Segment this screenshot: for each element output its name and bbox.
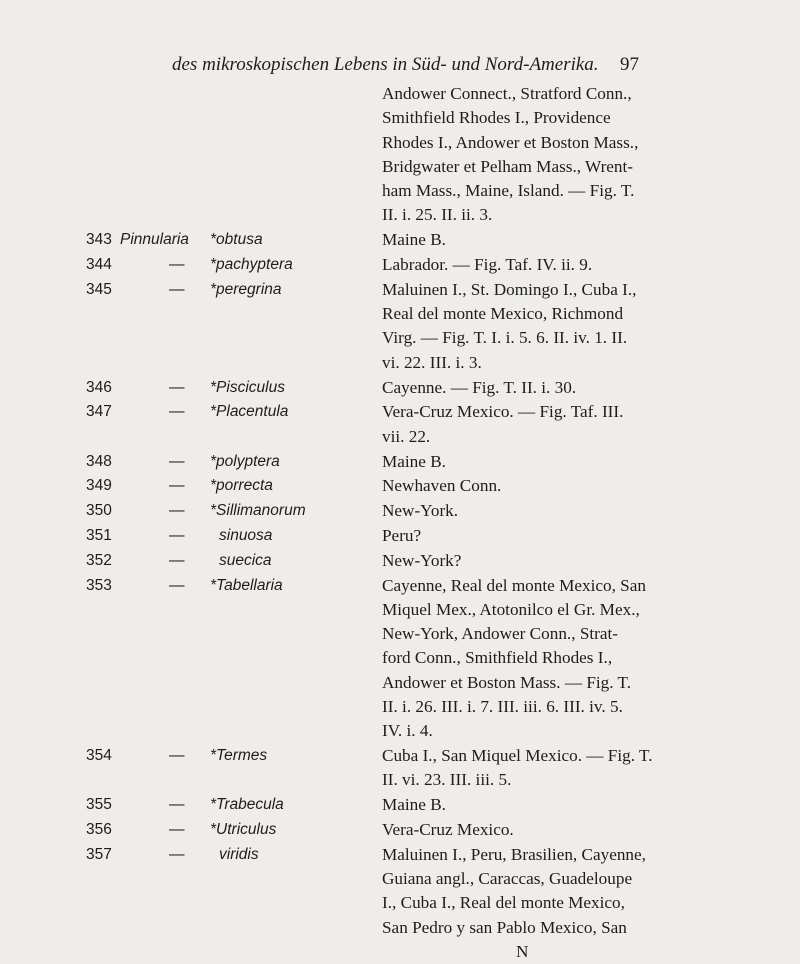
locality-line: I., Cuba I., Real del monte Mexico, [382, 893, 625, 913]
genus-name: Pinnularia [120, 231, 189, 249]
catalog-entry [0, 793, 382, 817]
locality-line: N [516, 941, 529, 961]
locality-line: New-York? [382, 550, 462, 570]
ditto-dash: — [169, 502, 185, 520]
entry-number: 347 [86, 403, 112, 421]
locality-text [382, 574, 682, 744]
ditto-dash: — [169, 796, 185, 814]
catalog-entry [0, 253, 382, 277]
locality-line: ford Conn., Smithfield Rhodes I., [382, 648, 613, 668]
ditto-dash: — [169, 576, 185, 594]
ditto-dash: — [169, 256, 185, 274]
entry-number: 343 [86, 231, 112, 249]
continuation-line: II. i. 25. II. ii. 3. [382, 205, 493, 225]
locality-text [382, 499, 682, 523]
locality-text [382, 400, 682, 449]
species-name: *porrecta [210, 477, 273, 495]
species-name: suecica [219, 551, 272, 569]
species-name: *pachyptera [210, 256, 293, 274]
locality-line: IV. i. 4. [382, 721, 433, 741]
species-name: *obtusa [210, 231, 263, 249]
ditto-dash: — [169, 477, 185, 495]
locality-text [382, 843, 682, 964]
locality-line: Vera-Cruz Mexico. [382, 820, 514, 839]
continuation-text [382, 82, 682, 228]
entry-number: 351 [86, 526, 112, 544]
locality-line: Real del monte Mexico, Richmond [382, 304, 624, 324]
species-name: *Pisciculus [210, 378, 285, 396]
locality-text [382, 450, 682, 474]
species-name: *Tabellaria [210, 576, 283, 594]
ditto-dash: — [169, 526, 185, 544]
locality-text [382, 278, 682, 375]
locality-line: Virg. — Fig. T. I. i. 5. 6. II. iv. 1. II. [382, 328, 628, 348]
locality-line: Maine B. [382, 451, 446, 471]
ditto-dash: — [169, 280, 185, 298]
catalog-entry [0, 744, 382, 768]
locality-text [382, 228, 682, 252]
locality-text [382, 744, 682, 793]
continuation-line: ham Mass., Maine, Island. — Fig. T. [382, 181, 635, 201]
locality-line: Cuba I., San Miquel Mexico. — Fig. T. [382, 746, 653, 766]
species-name: *Termes [210, 747, 268, 765]
species-name: *Placentula [210, 403, 289, 421]
entry-number: 349 [86, 477, 112, 495]
continuation-line: Smithfield Rhodes I., Providence [382, 108, 611, 128]
continuation-line: Andower Connect., Stratford Conn., [382, 84, 632, 103]
page-number: 97 [620, 54, 639, 75]
ditto-dash: — [169, 378, 185, 396]
entry-number: 356 [86, 821, 112, 838]
ditto-dash: — [169, 403, 185, 421]
entry-number: 348 [86, 452, 112, 470]
ditto-dash: — [169, 845, 185, 863]
ditto-dash: — [169, 452, 185, 470]
locality-line: Cayenne. — Fig. T. II. i. 30. [382, 377, 577, 397]
ditto-dash: — [169, 747, 185, 765]
locality-line: Miquel Mex., Atotonilco el Gr. Mex., [382, 599, 640, 619]
running-header: des mikroskopischen Lebens in Süd- und Nord-Amerika. [172, 54, 599, 75]
species-name: viridis [219, 845, 259, 863]
catalog-entry [0, 843, 382, 867]
locality-line: Peru? [382, 525, 422, 545]
entry-number: 350 [86, 502, 112, 520]
locality-line: Maine B. [382, 230, 446, 250]
continuation-line: Bridgwater et Pelham Mass., Wrent- [382, 156, 634, 176]
continuation-line: Rhodes I., Andower et Boston Mass., [382, 132, 639, 152]
catalog-entry [0, 524, 382, 548]
locality-line: Labrador. — Fig. Taf. IV. ii. 9. [382, 255, 593, 275]
catalog-entry [0, 450, 382, 474]
species-name: *Sillimanorum [210, 502, 306, 520]
locality-text [382, 549, 682, 573]
locality-text [382, 524, 682, 548]
locality-text [382, 474, 682, 498]
catalog-entry [0, 278, 382, 302]
locality-line: vii. 22. [382, 426, 431, 446]
locality-line: New-York, Andower Conn., Strat- [382, 624, 618, 644]
catalog-entry [0, 549, 382, 573]
species-name: *polyptera [210, 452, 280, 470]
locality-line: Vera-Cruz Mexico. — Fig. Taf. III. [382, 402, 624, 422]
entry-number: 344 [86, 256, 112, 274]
catalog-entry [0, 228, 382, 252]
catalog-entry [0, 376, 382, 400]
species-name: *peregrina [210, 280, 282, 298]
locality-text [382, 793, 682, 817]
species-name: *Utriculus [210, 821, 277, 838]
catalog-entry [0, 499, 382, 523]
species-name: *Trabecula [210, 796, 284, 814]
locality-line: Maluinen I., St. Domingo I., Cuba I., [382, 279, 637, 299]
entry-number: 353 [86, 576, 112, 594]
locality-line: II. i. 26. III. i. 7. III. iii. 6. III. iv. 5. [382, 696, 623, 716]
ditto-dash: — [169, 551, 185, 569]
entry-number: 357 [86, 845, 112, 863]
locality-line: Newhaven Conn. [382, 476, 502, 496]
catalog-entry [0, 818, 382, 842]
entry-number: 352 [86, 551, 112, 569]
locality-text [382, 376, 682, 400]
locality-line: vi. 22. III. i. 3. [382, 352, 482, 372]
locality-text [382, 818, 682, 842]
catalog-entry [0, 474, 382, 498]
locality-text [382, 253, 682, 277]
species-name: sinuosa [219, 526, 273, 544]
locality-line: Andower et Boston Mass. — Fig. T. [382, 672, 632, 692]
locality-line: Maluinen I., Peru, Brasilien, Cayenne, [382, 844, 646, 864]
entry-number: 346 [86, 378, 112, 396]
entry-number: 355 [86, 796, 112, 814]
locality-line: Cayenne, Real del monte Mexico, San [382, 575, 646, 595]
entry-number: 345 [86, 280, 112, 298]
catalog-entry [0, 574, 382, 598]
locality-line: San Pedro y san Pablo Mexico, San [382, 917, 627, 937]
entry-number: 354 [86, 747, 112, 765]
catalog-entry [0, 400, 382, 424]
ditto-dash: — [169, 821, 185, 838]
locality-line: Guiana angl., Caraccas, Guadeloupe [382, 869, 633, 889]
locality-line: New-York. [382, 501, 459, 521]
locality-line: II. vi. 23. III. iii. 5. [382, 770, 512, 790]
locality-line: Maine B. [382, 795, 446, 815]
